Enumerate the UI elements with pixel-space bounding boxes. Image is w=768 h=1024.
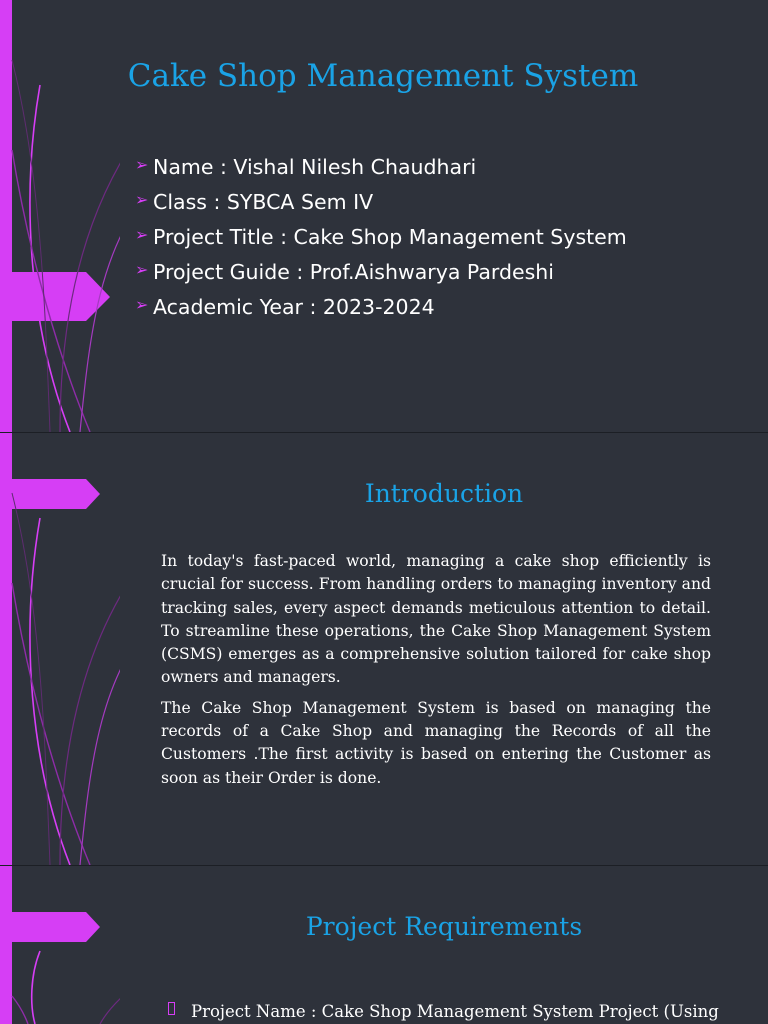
arrow-bullet-icon: ➢ bbox=[135, 260, 149, 279]
list-item: ➢ Project Guide : Prof.Aishwarya Pardeshi bbox=[135, 255, 627, 290]
introduction-body bbox=[161, 550, 711, 797]
square-bullet-icon bbox=[168, 1002, 175, 1015]
arrow-bullet-icon: ➢ bbox=[135, 225, 149, 244]
decorative-swirl-icon bbox=[0, 866, 120, 1024]
slide-introduction bbox=[0, 433, 768, 865]
slide-project-requirements bbox=[0, 866, 768, 1024]
student-info-list bbox=[135, 150, 627, 325]
slide-title bbox=[0, 0, 768, 432]
list-item: Project Name : Cake Shop Management System Project (Using bbox=[168, 1002, 719, 1021]
paragraph: In today's fast-paced world, managing a cake shop efficiently is crucial for success. From handling orders to managing inventory and tracking sales, every aspect demands meticulous attention to detail. To streamline these operations, the Cake Shop Management System (CSMS) emerges as a comprehensive solution tailored for cake shop owners and managers. bbox=[161, 552, 711, 687]
list-item: ➢ Name : Vishal Nilesh Chaudhari bbox=[135, 150, 627, 185]
list-item: ➢ Project Title : Cake Shop Management System bbox=[135, 220, 627, 255]
list-item: ➢ Class : SYBCA Sem IV bbox=[135, 185, 627, 220]
slide-title-heading: Cake Shop Management System bbox=[127, 58, 639, 94]
introduction-heading: Introduction bbox=[364, 479, 524, 508]
requirements-list bbox=[168, 1002, 719, 1021]
arrow-bullet-icon: ➢ bbox=[135, 190, 149, 209]
list-item: ➢ Academic Year : 2023-2024 bbox=[135, 290, 627, 325]
project-requirements-heading: Project Requirements bbox=[305, 912, 583, 941]
arrow-bullet-icon: ➢ bbox=[135, 155, 149, 174]
paragraph: The Cake Shop Management System is based on managing the records of a Cake Shop and managing the Records of all the Customers .The first activity is based on entering the Customer as soon as their Order is done. bbox=[161, 698, 711, 787]
arrow-bullet-icon: ➢ bbox=[135, 295, 149, 314]
